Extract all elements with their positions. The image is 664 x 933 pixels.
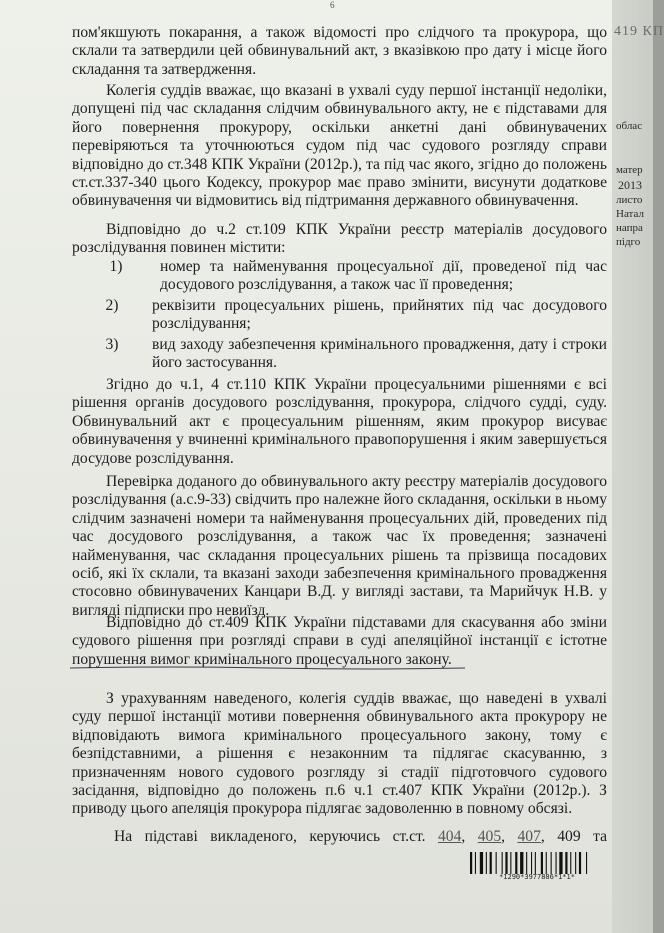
side-fragment: листо <box>616 194 643 206</box>
paragraph-top: пом'якшують покарання, а також відомості про слідчого та прокурора, що склали та затвердили цей обвинувальний акт, з вказівкою про дату і місце його складання та затвердження. <box>72 24 607 78</box>
paragraph-registry-intro: Відповідно до ч.2 ст.109 КПК України реєстр матеріалів досудового розслідування повинен містити: <box>72 221 607 257</box>
side-fragment: Натал <box>616 208 644 220</box>
barcode <box>470 852 604 874</box>
side-fragment: 419 КП <box>614 24 664 39</box>
registry-list <box>72 258 607 372</box>
list-item: 3) вид заходу забезпечення кримінального провадження, дату і строки його застосування. <box>105 335 607 372</box>
article-ref-407[interactable]: 407 <box>517 828 541 845</box>
final-line: На підставі викладеного, керуючись ст.ст. 404, 405, 407, 409 та <box>114 828 608 845</box>
side-fragment: підго <box>616 236 641 248</box>
paragraph-409: Відповідно до ст.409 КПК України підставами для скасування або зміни судового рішення при розгляді справи в суді апеляційної інстанції є істотне порушення вимог кримінального процесуального закону. <box>72 614 607 668</box>
side-fragment: матер <box>616 164 643 176</box>
list-item: 2) реквізити процесуальних рішень, прийнятих під час досудового розслідування; <box>105 296 607 333</box>
side-fragment: 2013 <box>618 178 642 192</box>
paragraph-110: Згідно до ч.1, 4 ст.110 КПК України процесуальними рішеннями є всі рішення органів досудового розслідування, прокурора, слідчого судді, суду. Обвинувальний акт є процесуальним рішенням, яким прокурор висуває обвинувачення у вчиненні кримінального правопорушення і яким завершується досудове розслідування. <box>72 376 607 467</box>
pen-underline <box>70 666 465 670</box>
paragraph-collegium: Колегія суддів вважає, що вказані в ухвалі суду першої інстанції недоліки, допущені під час складання слідчим обвинувального акту, не є підставами для його повернення прокурору, оскільки анкетні дані обвинувачених перевіряються та уточнюються судом під час судового розгляду справи відповідно до ст.348 КПК України (2012р.), та під час якого, згідно до положень ст.ст.337-340 цього Кодексу, прокурор має право змінити, висунути додаткове обвинувачення чи відмовитись від підтримання державного обвинувачення. <box>72 82 607 210</box>
adjacent-page-edge <box>612 0 664 933</box>
side-fragment: напра <box>616 222 643 234</box>
article-ref-404[interactable]: 404 <box>437 828 462 845</box>
article-ref-405[interactable]: 405 <box>477 828 502 845</box>
page-number: 6 <box>330 0 335 10</box>
paragraph-check: Перевірка доданого до обвинувального акту реєстру матеріалів досудового розслідування (а.с.9-33) свідчить про належне його складання, оскільки в ньому слідчим зазначені номери та найменування процесуальних дій, проведених під час досудового розслідування, а також час їх проведення; зазначені найменування, час складання процесуальних рішень та прізвища посадових осіб, які їх склали, та вказані заходи забезпечення кримінального провадження стосовно обвинувачених Канцари В.Д. у вигляді застави, та Марийчук Н.В. у вигляді підписки про невиїзд. <box>72 473 607 619</box>
list-item: 1) номер та найменування процесуальної дії, проведеної під час досудового розслідування, а також час її проведення; <box>109 258 607 294</box>
side-fragment: облас <box>616 120 643 132</box>
paragraph-conclusion: З урахуванням наведеного, колегія суддів вважає, що наведені в ухвалі суду першої інстанції мотиви повернення обвинувального акта прокурору не відповідають вимога кримінального процесуального закону, тому є безпідставними, а рішення є незаконним та підлягає скасуванню, з призначенням нового судового розгляду зі стадії підготовчого судового засідання, відповідно до положень п.6 ч.1 ст.407 КПК України (2012р.). З приводу цього апеляція прокурора підлягає задоволенню в повному обсязі. <box>72 690 607 818</box>
barcode-number: *1290*3977886*1*1* <box>499 873 575 881</box>
